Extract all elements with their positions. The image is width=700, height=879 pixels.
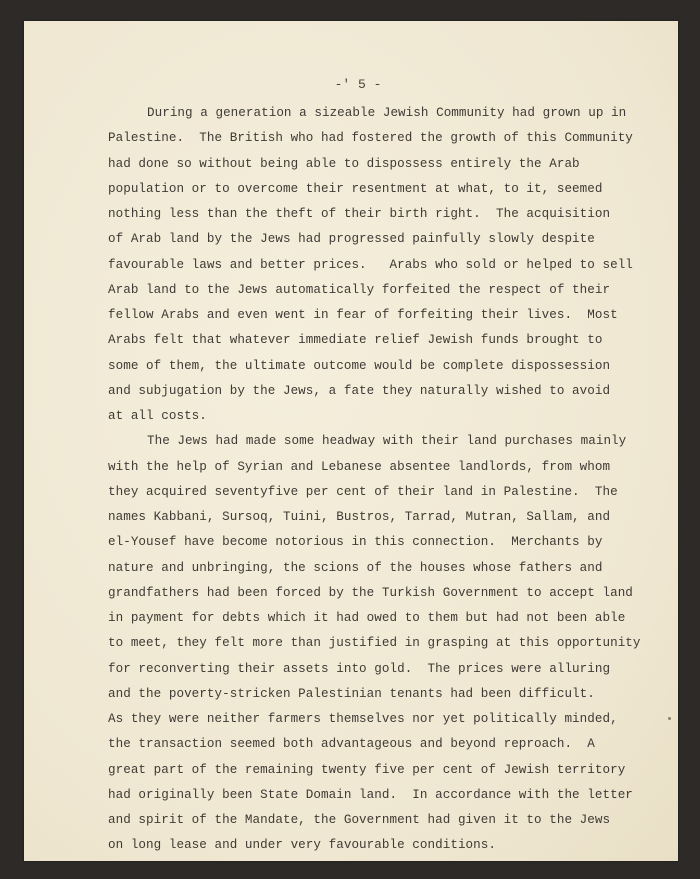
text-line: had done so without being able to dispossess entirely the Arab (108, 156, 580, 171)
page-number: -' 5 - (334, 77, 382, 92)
document-body (108, 101, 668, 859)
text-line: with the help of Syrian and Lebanese absentee landlords, from whom (108, 459, 611, 474)
text-line: had originally been State Domain land. In accordance with the letter (108, 787, 633, 802)
text-line: great part of the remaining twenty five per cent of Jewish territory (108, 762, 626, 777)
text-line: Palestine. The British who had fostered the growth of this Community (108, 131, 633, 146)
text-line: some of them, the ultimate outcome would be complete dispossession (108, 358, 611, 373)
text-line: and the poverty-stricken Palestinian tenants had been difficult. (108, 686, 595, 701)
text-line: Arab land to the Jews automatically forfeited the respect of their (108, 282, 611, 297)
text-line: the transaction seemed both advantageous and beyond reproach. A (108, 737, 595, 752)
text-line: and subjugation by the Jews, a fate they naturally wished to avoid (108, 383, 611, 398)
text-line: During a generation a sizeable Jewish Community had grown up in (147, 106, 627, 120)
paper-speck (668, 717, 671, 720)
text-line: nothing less than the theft of their birth right. The acquisition (108, 207, 611, 221)
text-line: fellow Arabs and even went in fear of forfeiting their lives. Most (108, 308, 618, 322)
text-line: for reconverting their assets into gold. The prices were alluring (108, 661, 611, 676)
text-line: Arabs felt that whatever immediate relief Jewish funds brought to (108, 333, 603, 348)
text-line: in payment for debts which it had owed to them but had not been able (108, 611, 626, 625)
text-line: names Kabbani, Sursoq, Tuini, Bustros, Tarrad, Mutran, Sallam, and (108, 510, 611, 524)
paragraph-1 (108, 101, 668, 429)
text-line: they acquired seventyfive per cent of their land in Palestine. The (108, 484, 618, 499)
text-line: favourable laws and better prices. Arabs who sold or helped to sell (108, 257, 633, 272)
document-page (24, 21, 678, 861)
text-line: el-Yousef have become notorious in this connection. Merchants by (108, 535, 603, 550)
text-line: to meet, they felt more than justified in grasping at this opportunity (108, 636, 641, 651)
text-line: As they were neither farmers themselves nor yet politically minded, (108, 712, 618, 726)
paragraph-2 (108, 429, 668, 858)
text-line: on long lease and under very favourable conditions. (108, 838, 496, 853)
text-line: of Arab land by the Jews had progressed painfully slowly despite (108, 232, 595, 247)
text-line: grandfathers had been forced by the Turkish Government to accept land (108, 585, 633, 600)
text-line: and spirit of the Mandate, the Government had given it to the Jews (108, 813, 611, 827)
text-line: The Jews had made some headway with their land purchases mainly (147, 434, 627, 449)
text-line: population or to overcome their resentment at what, to it, seemed (108, 181, 603, 196)
text-line: nature and unbringing, the scions of the houses whose fathers and (108, 560, 603, 575)
text-line: at all costs. (108, 409, 207, 423)
